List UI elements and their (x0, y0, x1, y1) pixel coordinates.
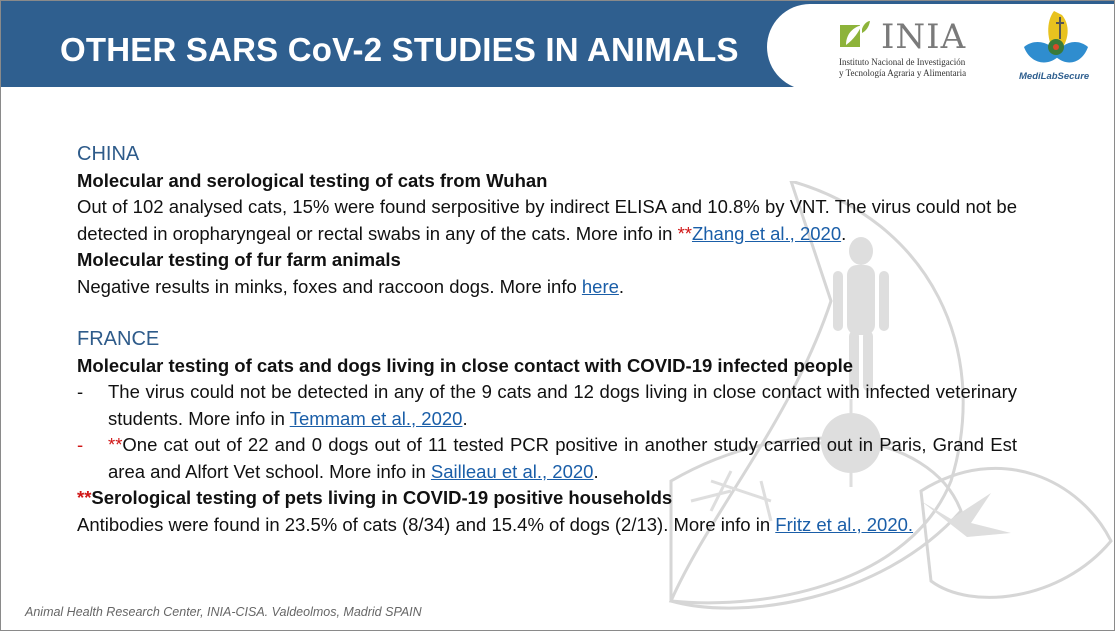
list-item (77, 379, 1017, 432)
footer-credit: Animal Health Research Center, INIA-CISA. Valdeolmos, Madrid SPAIN (25, 605, 422, 619)
medilabsecure-label: MediLabSecure (1019, 71, 1090, 82)
red-marker: ** (108, 434, 123, 455)
france-study1-title: Molecular testing of cats and dogs living in close contact with COVID-19 infected people (77, 354, 854, 376)
list-item (77, 432, 1017, 485)
leaf-icon (840, 21, 870, 49)
china-study1-title: Molecular and serological testing of cats from Wuhan (77, 169, 548, 191)
medilabsecure-emblem-icon (1016, 7, 1096, 71)
china-study1-body: Out of 102 analysed cats, 15% were found serpositive by indirect ELISA and 10.8% by VNT. The virus could not be detected in oropharyngeal or rectal swabs in any of the cats. More info in (77, 196, 1017, 244)
temmam-link[interactable]: Temmam et al., 2020 (289, 407, 463, 429)
inia-subtitle-line1: Instituto Nacional de Investigación (839, 57, 966, 67)
inia-wordmark: INIA (881, 17, 967, 57)
france-study2-text (77, 512, 1017, 539)
list-item-text: One cat out of 22 and 0 dogs out of 11 tested PCR positive in another study carried out in Paris, Grand Est area and Alfort Vet school. More info in (108, 434, 1017, 482)
inia-logo (837, 17, 987, 83)
china-study2-title: Molecular testing of fur farm animals (77, 249, 401, 270)
red-marker: ** (77, 487, 92, 508)
zhang-link[interactable]: Zhang et al., 2020 (691, 222, 842, 244)
china-study2-body: Negative results in minks, foxes and raccoon dogs. More info (77, 275, 582, 297)
slide-body (77, 141, 1017, 538)
period: . (593, 460, 599, 482)
inia-subtitle-line2: y Tecnología Agraria y Alimentaria (839, 68, 967, 78)
here-link[interactable]: here (581, 275, 619, 297)
france-study2-body: Antibodies were found in 23.5% of cats (8/34) and 15.4% of dogs (2/13). More info in (77, 513, 776, 535)
list-dash: - (77, 381, 84, 402)
period: . (462, 407, 468, 429)
inia-subtitle (839, 57, 966, 79)
fritz-link[interactable]: Fritz et al., 2020. (775, 513, 914, 535)
china-study2-text (77, 274, 1017, 301)
sailleau-link[interactable]: Sailleau et al., 2020 (430, 460, 594, 482)
france-study2-title (77, 485, 1017, 512)
red-marker: ** (677, 222, 692, 244)
slide-title: OTHER SARS CoV-2 STUDIES IN ANIMALS (60, 31, 739, 68)
china-heading: CHINA (77, 143, 140, 165)
france-study2-title-text: Serological testing of pets living in COVID-19 positive households (91, 487, 673, 508)
medilabsecure-logo (1016, 7, 1096, 83)
period: . (618, 275, 625, 297)
france-heading: FRANCE (77, 328, 160, 350)
china-study1-text (77, 194, 1017, 247)
list-item-text: The virus could not be detected in any of the 9 cats and 12 dogs living in close contact with infected veterinary students. More info in (108, 381, 1017, 429)
list-dash: - (77, 434, 84, 455)
period: . (841, 222, 847, 244)
spacer (77, 300, 1017, 326)
